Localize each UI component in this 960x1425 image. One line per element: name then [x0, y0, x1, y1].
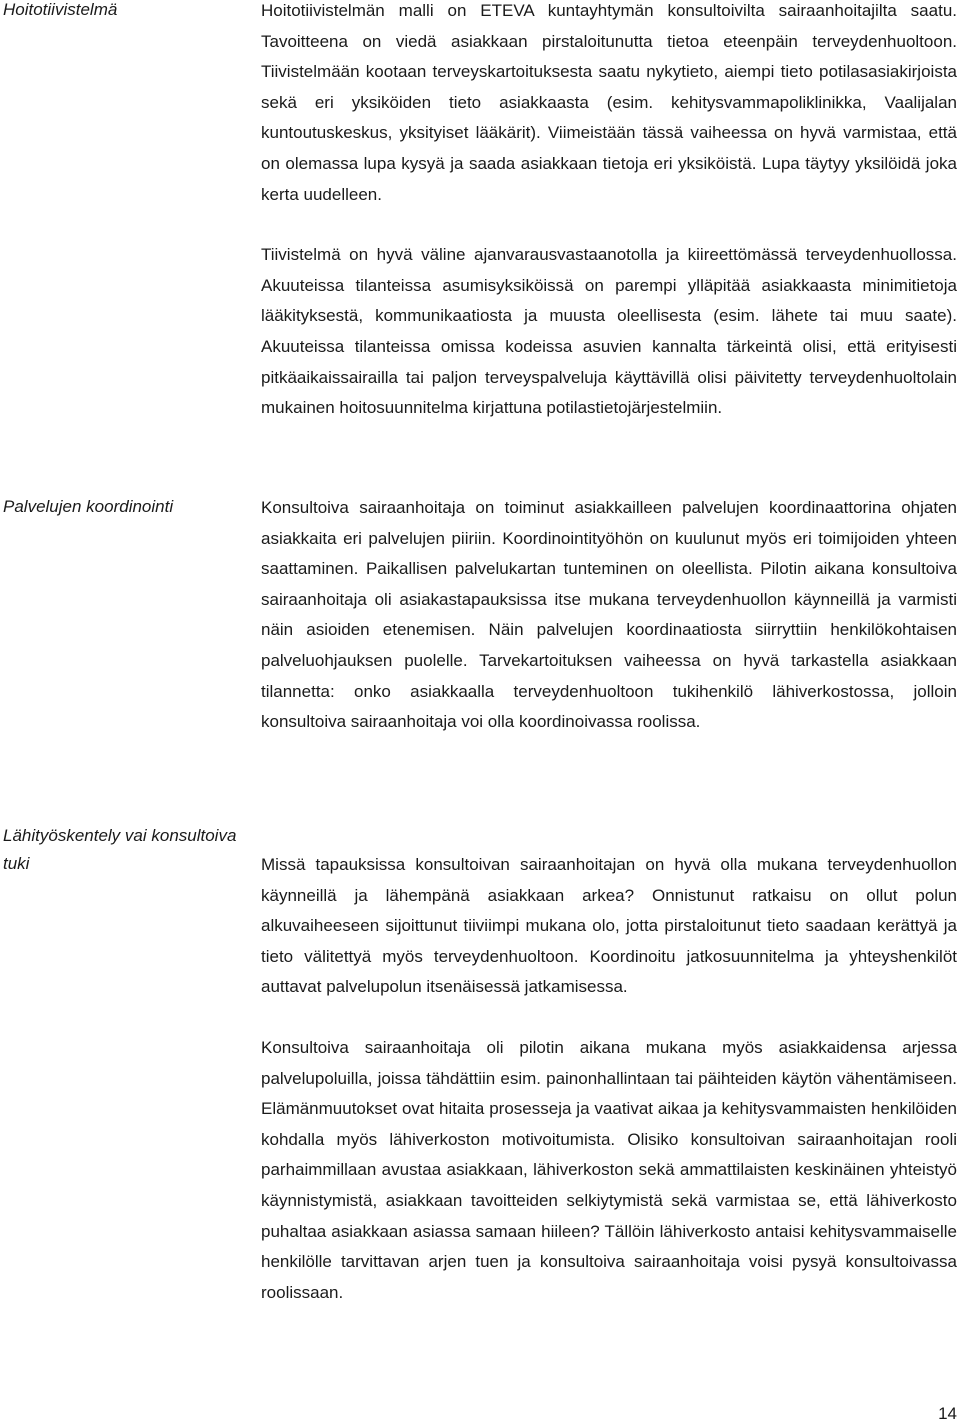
section-body: [261, 493, 957, 738]
page-number: 14: [938, 1404, 957, 1423]
paragraph: Konsultoiva sairaanhoitaja on toiminut asiakkailleen palvelujen koordinaattorina ohjaten asiakkaita eri palvelujen piiriin. Koordinointityöhön on kuulunut myös eri toimijoiden yhteen saattaminen. Paikallisen palvelukartan tunteminen on oleellista. Pilotin aikana konsultoiva sairaanhoitaja oli asiakastapauksissa itse mukana terveydenhuollon käynneillä ja varmisti näin asioiden etenemisen. Näin palvelujen koordinaatiosta siirryttiin henkilökohtaisen palveluohjauksen puolelle. Tarvekartoituksen vaiheessa on hyvä tarkastella asiakkaan tilannetta: onko asiakkaalla terveydenhuoltoon tukihenkilö lähiverkostossa, jolloin konsultoiva sairaanhoitaja voi olla koordinoivassa roolissa.: [261, 498, 957, 732]
section-term: Hoitotiivistelmä: [3, 0, 118, 19]
paragraph: Missä tapauksissa konsultoivan sairaanhoitajan on hyvä olla mukana terveydenhuollon käynneillä ja lähempänä asiakkaan arkea? Onnistunut ratkaisu on ollut polun alkuvaiheeseen sijoittunut tiiviimpi mukana olo, jotta pirstaloitunut tieto saadaan kerättyä ja tieto välitettyä myös terveydenhuoltoon. Koordinoitu jatkosuunnitelma ja yhteyshenkilöt auttavat palvelupolun itsenäisessä jatkamisessa.: [261, 855, 957, 997]
paragraph: Konsultoiva sairaanhoitaja oli pilotin aikana mukana myös asiakkaidensa arjessa palvelupoluilla, joissa tähdättiin esim. painonhallintaan tai päihteiden käytön vähentämiseen. Elämänmuutokset ovat hitaita prosesseja ja vaativat aikaa ja kehitysvammaisten henkilöiden kohdalla myös lähiverkoston motivoitumista. Olisiko konsultoivan sairaanhoitajan rooli parhaimmillaan avustaa asiakkaan, lähiverkoston sekä ammattilaisten keskinäinen yhteistyö käynnistymistä, asiakkaan tavoitteiden selkiytymistä sekä varmistaa se, että lähiverkosto puhaltaa asiakkaan asiassa samaan hiileen? Tällöin lähiverkosto antaisi kehitysvammaiselle henkilölle tarvittavan arjen tuen ja konsultoiva sairaanhoitaja voisi pysyä konsultoivassa roolissaan.: [261, 1037, 957, 1302]
section-term: Lähityöskentely vai konsultoiva tuki: [3, 826, 237, 873]
paragraph: Hoitotiivistelmän malli on ETEVA kuntayhtymän konsultoivilta sairaanhoitajilta saatu. Tavoitteena on viedä asiakkaan pirstaloitunutta tietoa eteenpäin terveydenhuoltoon. Tiivistelmään kootaan terveyskartoituksesta saatu nykytieto, aiempi tieto potilasasiakirjoista sekä eri yksiköiden tieto asiakkaasta (esim. kehitysvammapoliklinikka, Vaalijalan kuntoutuskeskus, yksityiset lääkärit). Viimeistään tässä vaiheessa on hyvä varmistaa, että on olemassa lupa kysyä ja saada asiakkaan tietoja eri yksiköistä. Lupa täytyy yksilöidä joka kerta uudelleen.: [261, 1, 957, 204]
paragraph: Tiivistelmä on hyvä väline ajanvarausvastaanotolla ja kiireettömässä terveydenhuollossa. Akuuteissa tilanteissa asumisyksiköissä on parempi ylläpitää asiakkaasta minimitietoja lääkityksestä, kommunikaatiosta ja muusta oleellisesta (esim. lähete tai muu saate). Akuuteissa tilanteissa omissa kodeissa asuvien kannalta tärkeintä olisi, että erityisesti pitkäaikaissairailla tai paljon terveyspalveluja käyttävillä olisi päivitetty terveydenhuoltolain mukainen hoitosuunnitelma kirjattuna potilastietojärjestelmiin.: [261, 245, 957, 418]
section-body: [261, 0, 957, 424]
section-term: Palvelujen koordinointi: [3, 497, 174, 516]
section-body: [261, 850, 957, 1308]
